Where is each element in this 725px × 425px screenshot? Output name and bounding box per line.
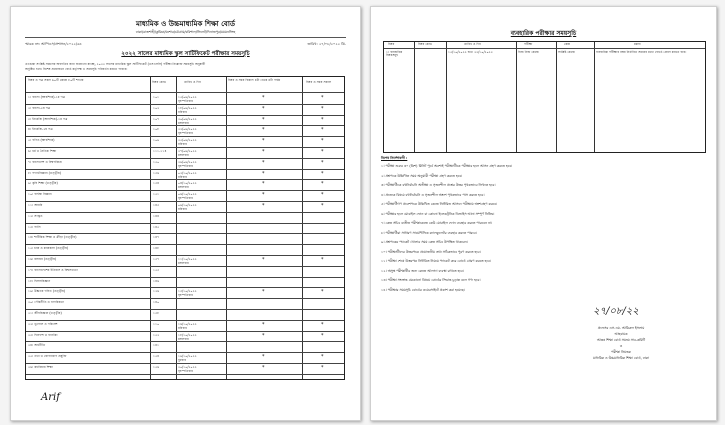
star-marker-morning: *: [321, 127, 324, 134]
table-row-subject: ২১। জীববিজ্ঞান (তত্ত্বীয়): [28, 311, 62, 315]
row-divider: [26, 320, 344, 321]
practical-col-exam: পরীক্ষা: [524, 42, 533, 46]
table-row-date: ০৪/১০/২০২২: [178, 181, 197, 186]
signer-role-3: ও: [619, 344, 623, 348]
table-row-code: ১১১-১১৪: [153, 149, 167, 153]
row-divider: [26, 341, 344, 342]
row-divider: [26, 266, 344, 267]
table-row-code: ১৩৭: [153, 257, 160, 261]
star-marker-afternoon: *: [262, 192, 265, 199]
table-row-date: ২০/১০/২০২২: [178, 365, 197, 369]
star-marker-afternoon: *: [262, 116, 265, 123]
table-row-date: ১৫/০৯/২০২২: [178, 95, 197, 99]
table-row-subject: ২৪। অর্থনীতি: [28, 343, 46, 348]
star-marker-afternoon: *: [262, 203, 265, 209]
table-row-date: ২২/০৯/২০২২: [178, 127, 197, 132]
table-row-code: ১০১: [153, 95, 160, 99]
star-marker-afternoon: *: [262, 365, 265, 371]
table-row-day: রবিবার: [178, 109, 187, 114]
left-page: [10, 6, 361, 421]
table-row-day: রবিবার: [178, 174, 187, 179]
row-divider: [26, 287, 344, 288]
practical-col-code: বিষয় কোড: [418, 42, 433, 46]
practical-subject: ১। ব্যবহারিক বিষয়সমূহ: [386, 50, 403, 58]
table-row-subject: ১৩। পালি: [28, 224, 41, 229]
table-row-date: ০২/১০/২০২২: [178, 170, 197, 175]
table-row-code: ১৪৭: [153, 235, 160, 240]
row-divider: [26, 223, 344, 224]
table-row-code: ১৩৬: [153, 170, 160, 175]
memo-number: স্মারক নং: আপিএস/প্রশাসন/২০২২/৬৪: [25, 42, 82, 46]
instruction-item: ১০। পরীক্ষার্থীদের উত্তরপত্রে প্রয়োজনীয় তথ্য সঠিকভাবে পূরণ করতে হবে।: [381, 249, 481, 254]
table-row-code: ১৪৬: [153, 278, 160, 283]
table-row-code: ১৪১: [153, 343, 160, 348]
instruction-item: ১২। অসুস্থ পরীক্ষার্থীর জন্য কেন্দ্রে আলাদা ব্যবস্থা রাখতে হবে।: [381, 268, 464, 273]
row-divider: [26, 136, 344, 137]
star-marker-morning: *: [321, 192, 324, 199]
practical-remark: ব্যবহারিক পরীক্ষার নম্বর নির্ধারিত সময়ের মধ্যে বোর্ডে প্রেরণ করতে হবে।: [596, 50, 687, 54]
table-row-day: বৃহস্পতিবার: [178, 196, 193, 201]
table-row-code: ১২৬: [153, 289, 160, 294]
table-row-subject: ২০। পৌরনীতি ও নাগরিকতা: [28, 300, 65, 305]
star-marker-afternoon: *: [262, 95, 265, 101]
col-header-morning: বিষয় ও সময় সকাল: [306, 80, 332, 84]
star-marker-morning: *: [321, 159, 324, 166]
table-row-subject: ২৫। তথ্য ও যোগাযোগ প্রযুক্তি: [28, 354, 67, 359]
table-row-subject: ২৩। ফিন্যান্স ও ব্যাংকিং: [28, 332, 58, 337]
table-row-subject: ২। বাংলা-২য় পত্র: [28, 105, 51, 110]
table-row-code: ১৫৪: [153, 354, 160, 359]
table-row-subject: ৭। বাংলাদেশ ও বিশ্বপরিচয়: [28, 159, 62, 164]
table-row-day: বৃহস্পতিবার: [178, 369, 193, 373]
row-divider: [26, 212, 344, 213]
col-header-code: বিষয় কোড: [152, 80, 167, 84]
table-row-date: ২৯/০৯/২০২২: [178, 159, 197, 164]
signer-name: প্রফেসর এস.এম. আমিরুল ইসলাম: [597, 326, 645, 330]
star-marker-morning: *: [321, 95, 324, 101]
row-divider: [26, 331, 344, 332]
table-row-subject: ৩। ইংরেজি (আবশ্যিক)-১ম পত্র: [28, 116, 68, 121]
star-marker-morning: *: [321, 289, 324, 296]
table-row-date: ২৫/০৯/২০২২: [178, 138, 197, 143]
col-header-subject: বিষয় ও পত্র সকল ৬০টি কেন্দ্রে ৮০টি শাখার: [28, 78, 84, 82]
board-address: ঢাকা/রাজশাহী/কুমিল্লা/যশোর/চট্টগ্রাম/বরিশাল/সিলেট/দিনাজপুর/ময়মনসিংহ: [135, 30, 236, 34]
table-row-code: ১৪৮: [153, 246, 160, 251]
notes-title: বিশেষ নির্দেশাবলী :: [381, 156, 408, 160]
instruction-item: ৫। পরীক্ষার্থীগণ প্রবেশপত্রে উল্লিখিত কেন্দ্রে নির্ধারিত আসনে পরীক্ষায় অংশগ্রহণ করবে।: [381, 202, 498, 206]
table-row-subject: ২২। ভূগোল ও পরিবেশ: [28, 321, 58, 326]
table-row-code: ১৪৩: [153, 203, 160, 207]
table-row-date: ১৯/১০/২০২২: [178, 354, 197, 359]
table-row-subject: ২৬। ক্যারিয়ার শিক্ষা: [28, 365, 53, 369]
table-row-subject: ১। বাংলা (আবশ্যিক)-১ম পত্র: [28, 95, 66, 99]
star-marker-afternoon: *: [262, 354, 265, 361]
instruction-item: ১১। পরীক্ষা শেষে উত্তরপত্র নির্ধারিত নিয়মে প্যাকেট করে বোর্ডে প্রেরণ করতে হবে।: [381, 259, 491, 263]
star-marker-afternoon: *: [262, 289, 265, 296]
intro-line-1: এতদ্বারা সংশ্লিষ্ট সকলের অবগতির জন্য জানানো যাচ্ছে, ২০২২ সালের মাধ্যমিক স্কুল সার্টিফিকেট (এসএসসি) পরীক্ষা নিম্নোক্ত সময়সূচি অনুযায়ী: [25, 62, 206, 66]
star-marker-afternoon: *: [262, 181, 265, 188]
star-marker-afternoon: *: [262, 321, 265, 328]
table-row-code: ১৩৮: [153, 311, 160, 315]
table-row-subject: ৪। ইংরেজি-২য় পত্র: [28, 127, 53, 132]
instruction-item: ৪। প্রত্যেক বিষয়ে বহুনির্বাচনি ও সৃজনশীল অংশে পৃথকভাবে পাস করতে হবে।: [381, 192, 485, 197]
table-row-subject: ১৮। হিসাববিজ্ঞান: [28, 278, 51, 283]
star-marker-morning: *: [321, 138, 324, 145]
practical-date: ১৫/১০/২০২২ হতে ২২/১০/২০২২: [448, 50, 493, 54]
table-row-day: মঙ্গলবার: [178, 261, 189, 265]
row-divider: [26, 309, 344, 310]
star-marker-afternoon: *: [262, 149, 265, 155]
table-row-code: ১৩৪: [153, 181, 160, 186]
instruction-item: ৬। পরীক্ষার হলে মোবাইল ফোন বা কোনো ইলেকট্রনিক ডিভাইস আনা সম্পূর্ণ নিষিদ্ধ।: [381, 211, 495, 216]
practical-center: সংশ্লিষ্ট কেন্দ্রে: [558, 50, 575, 54]
star-marker-afternoon: *: [262, 170, 265, 177]
table-row-subject: ১৪। শারীরিক শিক্ষা ও ক্রীড়া (তত্ত্বীয়): [28, 235, 77, 240]
table-row-date: ০৯/১০/২০২২: [178, 203, 197, 207]
signature: Arif: [41, 392, 60, 403]
instruction-item: ১। পরীক্ষা শুরুর ৩০ (ত্রিশ) মিনিট পূর্বে অবশ্যই পরীক্ষার্থীকে পরীক্ষার হলে আসন গ্রহণ করতে হবে।: [381, 164, 513, 168]
practical-exam: নিজ নিজ কেন্দ্রে: [518, 50, 539, 54]
memo-date: তারিখ: ২৭/০৮/২০২২ খ্রি.: [307, 42, 346, 46]
row-divider: [26, 374, 344, 375]
practical-heading: ব্যবহারিক পরীক্ষার সময়সূচি: [510, 30, 577, 37]
star-marker-afternoon: *: [262, 257, 265, 263]
star-marker-afternoon: *: [262, 138, 265, 145]
table-row-code: ১৪৫: [153, 224, 160, 229]
star-marker-morning: *: [321, 257, 324, 263]
star-marker-morning: *: [321, 321, 324, 328]
table-row-day: মঙ্গলবার: [178, 336, 189, 341]
instruction-item: ৮। পরীক্ষার্থীরা সাধারণ সায়েন্টিফিক ক্যালকুলেটর ব্যবহার করতে পারবে।: [381, 230, 477, 235]
table-row-code: ১৫৩: [153, 267, 160, 272]
practical-col-center: কেন্দ্র: [564, 42, 571, 46]
row-divider: [26, 352, 344, 353]
star-marker-afternoon: *: [262, 332, 265, 339]
star-marker-morning: *: [321, 332, 324, 339]
table-row-subject: ১২। সংস্কৃত: [28, 213, 43, 218]
star-marker-afternoon: *: [262, 127, 265, 134]
table-row-subject: ১০। গার্হস্থ্য বিজ্ঞান: [28, 192, 52, 197]
instruction-item: ২। প্রশ্নপত্রে উল্লিখিত সময় অনুযায়ী পরীক্ষা গ্রহণ করতে হবে।: [381, 173, 463, 178]
star-marker-morning: *: [321, 354, 324, 361]
row-divider: [26, 255, 344, 256]
table-row-date: ১৩/১০/২০২২: [178, 289, 197, 294]
row-divider: [26, 158, 344, 159]
table-row-date: ২৭/০৯/২০২২: [178, 149, 197, 153]
right-page: [370, 6, 717, 421]
table-row-day: রবিবার: [178, 207, 187, 211]
table-row-subject: ৮। পদার্থবিজ্ঞান (তত্ত্বীয়): [28, 170, 61, 175]
table-row-subject: ১১। আরবি: [28, 203, 43, 207]
star-marker-morning: *: [321, 203, 324, 209]
table-row-subject: ১৬। রসায়ন (তত্ত্বীয়): [28, 257, 57, 261]
table-row-date: ১৮/০৯/২০২২: [178, 105, 197, 110]
header-divider: [25, 37, 346, 38]
table-row-code: ১৫৬: [153, 365, 160, 369]
table-row-code: ১০৮: [153, 127, 160, 132]
table-row-code: ১৪০: [153, 300, 160, 305]
table-row-day: বৃহস্পতিবার: [178, 163, 193, 168]
row-divider: [26, 115, 344, 116]
row-divider: [26, 277, 344, 278]
table-row-subject: ১৯। উচ্চতর গণিত (তত্ত্বীয়): [28, 289, 66, 294]
instruction-item: ৭। কেন্দ্র সচিব ব্যতীত পরীক্ষাকেন্দ্রে কেউ মোবাইল ফোন ব্যবহার করতে পারবেন না।: [381, 221, 493, 225]
table-row-subject: ৫। গণিত (আবশ্যিক): [28, 138, 55, 143]
signer-role-4: পরীক্ষা নিয়ন্ত্রক: [611, 350, 631, 354]
row-divider: [26, 147, 344, 148]
signer-role-5: মাধ্যমিক ও উচ্চমাধ্যমিক শিক্ষা বোর্ড, ঢাকা: [593, 356, 649, 360]
instruction-item: ৩। পরীক্ষার্থীকে বহুনির্বাচনি অভীক্ষা ও সৃজনশীল প্রশ্নের উত্তর পৃথকভাবে লিখতে হবে।: [381, 183, 496, 187]
table-row-code: ১৪৪: [153, 213, 160, 218]
table-row-code: ১১০: [153, 321, 160, 326]
table-row-date: ২০/০৯/২০২২: [178, 116, 197, 121]
table-row-day: বৃহস্পতিবার: [178, 293, 193, 298]
signature-date: ২৭/০৮/২২: [593, 306, 639, 317]
col-header-afternoon: বিষয় ও সময় বিকাল ৪টা থেকে ৪টা পর্যন্ত: [228, 78, 281, 82]
row-divider: [26, 179, 344, 180]
row-divider: [26, 169, 344, 170]
table-row-date: ০৬/১০/২০২২: [178, 192, 197, 197]
table-row-subject: ১৫। চারু ও কারুকলা (তত্ত্বীয়): [28, 246, 69, 251]
instruction-item: ৯। প্রশ্নপত্রের প্যাকেট খোলার সময় কেন্দ্র সচিব উপস্থিত থাকবেন।: [381, 240, 468, 244]
instruction-item: ১৪। পরীক্ষার সময়সূচি বোর্ডের ওয়েবসাইটে প্রকাশ করা হয়েছে।: [381, 287, 465, 292]
intro-line-2: অনুষ্ঠিত হবে। বিশেষ প্রয়োজনে বোর্ড কর্তৃপক্ষ এ সময়সূচি পরিবর্তন করতে পারবে।: [25, 67, 128, 71]
instruction-item: ১৩। পরীক্ষা সংক্রান্ত যেকোনো বিষয়ে বোর্ডের সিদ্ধান্ত চূড়ান্ত বলে গণ্য হবে।: [381, 278, 481, 282]
signer-role-1: আহবায়ক: [614, 332, 628, 336]
table-row-day: রবিবার: [178, 325, 187, 330]
row-divider: [26, 190, 344, 191]
table-row-day: বৃহস্পতিবার: [178, 99, 193, 103]
page-heading: ২০২২ সালের মাধ্যমিক স্কুল সার্টিফিকেট পরীক্ষার সময়সূচি: [121, 51, 250, 57]
row-divider: [26, 363, 344, 364]
row-divider: [26, 125, 344, 126]
table-row-code: ১০৭: [153, 116, 160, 121]
col-header-date: তারিখ ও দিন: [184, 80, 201, 84]
table-row-code: ১৫০: [153, 159, 160, 164]
table-row-day: মঙ্গলবার: [178, 120, 189, 125]
table-row-date: ১৮/১০/২০২২: [178, 332, 197, 337]
table-row-code: ১৫২: [153, 332, 160, 337]
star-marker-morning: *: [321, 116, 324, 123]
table-row-code: ১৫১: [153, 192, 160, 197]
practical-col-remark: মন্তব্য: [634, 42, 641, 46]
row-divider: [26, 233, 344, 234]
table-row-subject: ৬। ধর্ম ও নৈতিক শিক্ষা: [28, 149, 57, 153]
table-row-day: মঙ্গলবার: [178, 185, 189, 190]
table-row-subject: ৯। কৃষি শিক্ষা (তত্ত্বীয়): [28, 181, 58, 186]
practical-schedule-table: [383, 41, 706, 153]
row-divider: [26, 201, 344, 202]
practical-col-subject: বিষয়: [388, 42, 395, 46]
table-row-code: ১০৯: [153, 138, 160, 143]
board-title: মাধ্যমিক ও উচ্চমাধ্যমিক শিক্ষা বোর্ড: [135, 20, 236, 28]
star-marker-morning: *: [321, 170, 324, 177]
table-row-day: বৃহস্পতিবার: [178, 131, 193, 136]
table-row-subject: ১৭। বাংলাদেশের ইতিহাস ও বিশ্বসভ্যতা: [28, 267, 78, 272]
star-marker-afternoon: *: [262, 105, 265, 112]
table-row-date: ১১/১০/২০২২: [178, 257, 197, 261]
row-divider: [26, 244, 344, 245]
practical-col-date: তারিখ ও দিন: [464, 42, 481, 46]
row-divider: [26, 298, 344, 299]
star-marker-morning: *: [321, 149, 324, 155]
exam-schedule-table: [25, 76, 345, 380]
star-marker-afternoon: *: [262, 159, 265, 166]
star-marker-morning: *: [321, 105, 324, 112]
table-row-date: ১৬/১০/২০২২: [178, 321, 197, 326]
row-divider: [26, 104, 344, 105]
table-row-day: বুধবার: [178, 358, 187, 363]
signer-role-2: আন্তঃ শিক্ষা বোর্ড সমন্বয় সাব-কমিটি: [596, 338, 646, 342]
table-row-day: রবিবার: [178, 142, 187, 147]
special-instructions: [371, 157, 716, 307]
star-marker-morning: *: [321, 365, 324, 371]
table-row-code: ১০২: [153, 105, 160, 110]
table-row-day: মঙ্গলবার: [178, 153, 189, 157]
star-marker-morning: *: [321, 181, 324, 188]
